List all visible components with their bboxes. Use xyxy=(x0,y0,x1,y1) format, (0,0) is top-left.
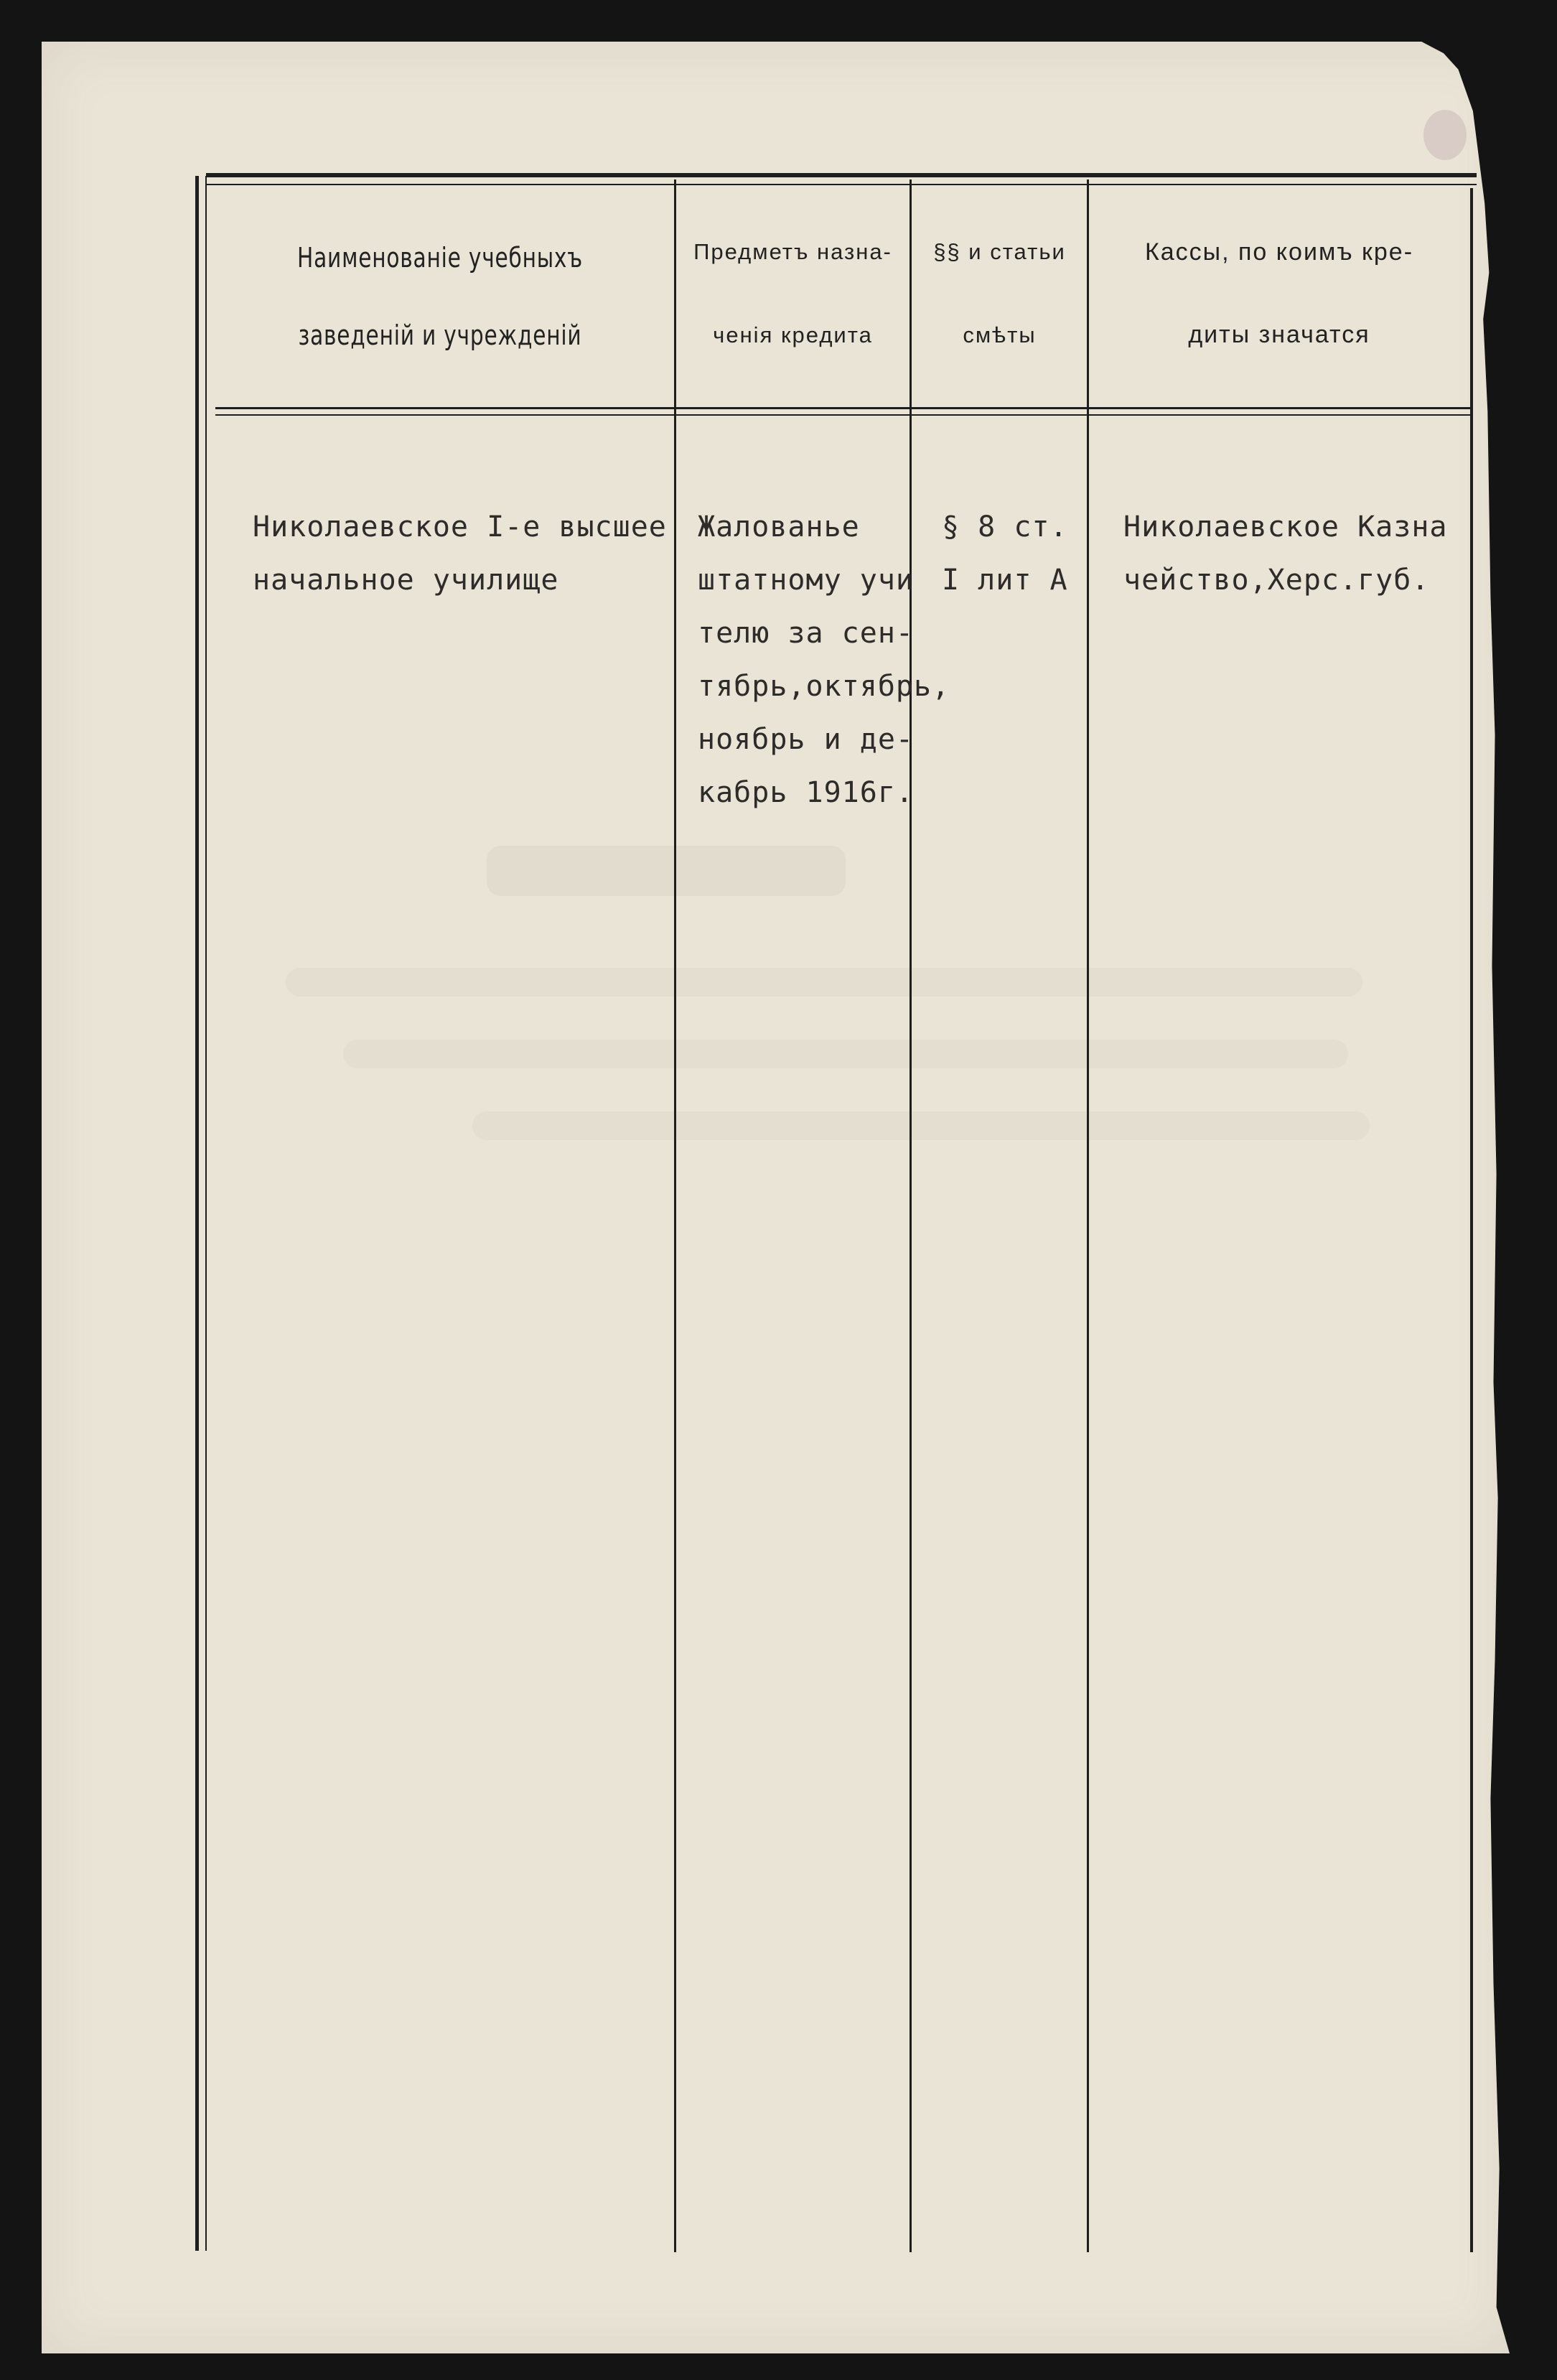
credit-purpose: Жалованье штатному учи телю за сен- тябрь,октябрь, ноябрь и де- кабрь 1916г. xyxy=(698,510,950,809)
column-divider-1 xyxy=(674,179,676,2252)
header-rule-thin xyxy=(215,414,1473,416)
estimate-article: § 8 ст. I лит А xyxy=(942,510,1068,597)
column-divider-3 xyxy=(1087,179,1089,2252)
paper-stain xyxy=(1423,110,1467,160)
header-col3-line2: смѣты xyxy=(963,322,1037,347)
institution-name: Николаевское I-е высшее начальное училище xyxy=(253,510,667,597)
header-col1-line2: заведеній и учрежденій xyxy=(298,319,582,351)
paper-sheet xyxy=(42,42,1510,2353)
header-col1-line1: Наименованіе учебныхъ xyxy=(297,242,583,274)
bleed-through-mark xyxy=(487,846,846,896)
column-divider-2 xyxy=(910,179,912,2252)
left-border xyxy=(195,176,199,2251)
header-col4-line2: диты значатся xyxy=(1188,321,1370,348)
right-border xyxy=(1470,188,1473,2252)
top-rule-thin xyxy=(206,184,1477,185)
header-col4-line1: Кассы, по коимъ кре- xyxy=(1144,238,1414,266)
header-col2-line2: ченія кредита xyxy=(713,322,873,347)
header-rule xyxy=(215,407,1473,409)
treasury-name: Николаевское Казна чейство,Херс.губ. xyxy=(1123,510,1448,597)
header-col2-line1: Предметъ назна- xyxy=(693,239,892,264)
bleed-through-mark xyxy=(286,968,1362,997)
top-rule xyxy=(206,173,1477,177)
header-col3-line1: §§ и статьи xyxy=(933,239,1066,264)
bleed-through-mark xyxy=(472,1111,1370,1140)
bleed-through-mark xyxy=(343,1040,1348,1068)
left-border-inner xyxy=(205,176,207,2251)
